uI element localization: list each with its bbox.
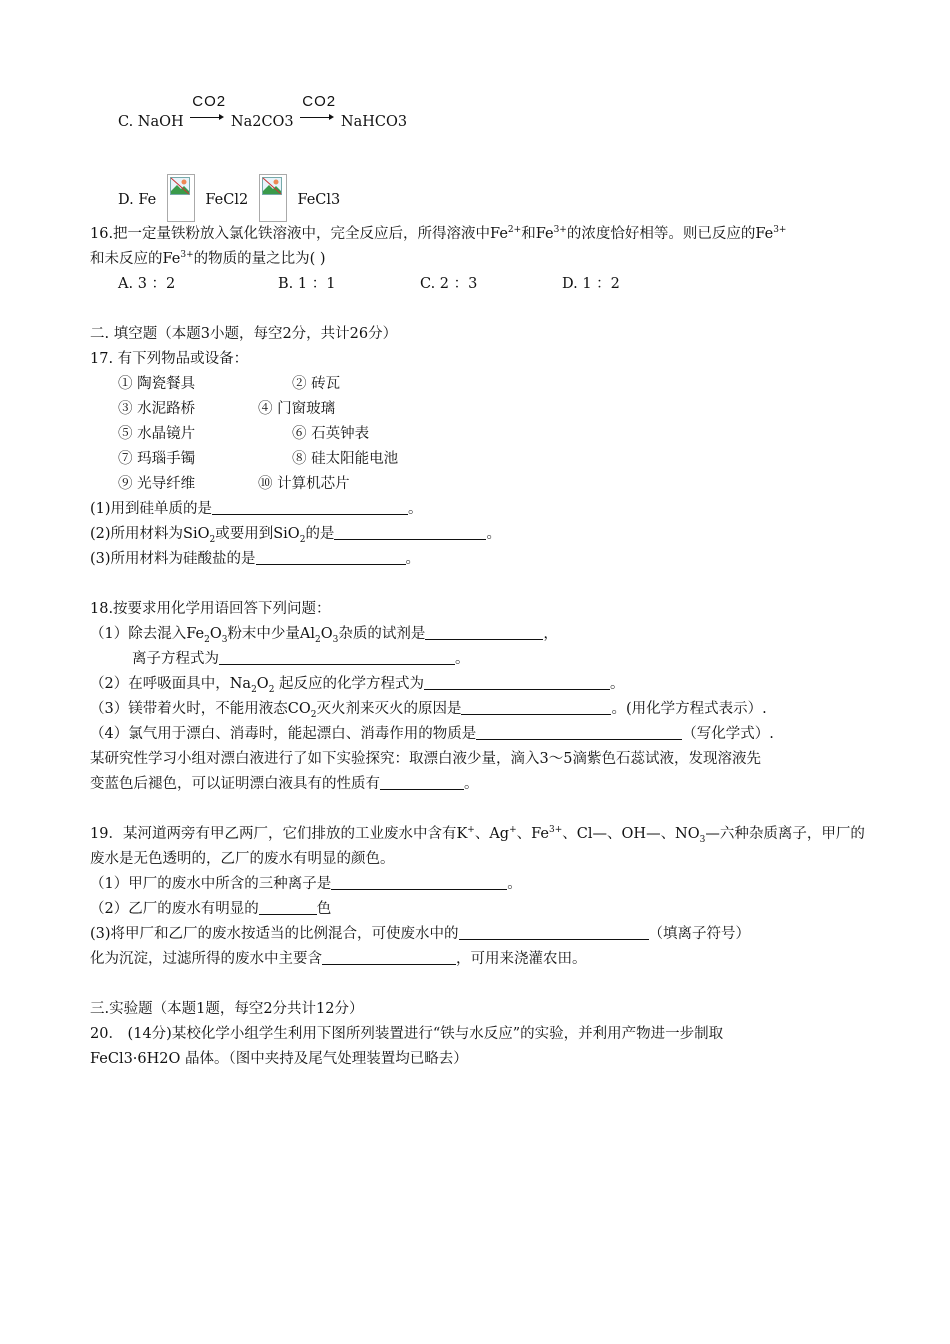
q19-p1 xyxy=(90,874,522,894)
q19-text: 色 xyxy=(316,901,332,917)
broken-image-icon xyxy=(167,174,195,222)
section-3-heading: 三.实验题（本题1题，每空2分共计12分） xyxy=(90,1001,364,1017)
q19-line2: 废水是无色透明的，乙厂的废水有明显的颜色。 xyxy=(90,851,395,867)
q19-text: 。 xyxy=(507,876,522,892)
q18-p3: （3）镁带着火时，不能用液态$CO_2$灭火剂来灭火的原因是 。(用化学方程式表示）. xyxy=(90,701,767,720)
q17-text: (1)用到硅单质的是 xyxy=(90,501,213,517)
q16-option-a: A. 3 ：2 xyxy=(118,276,176,292)
q16-text: 的浓度恰好相等。则已反应的Fe xyxy=(566,226,774,242)
arrow-label: CO2 xyxy=(192,93,227,110)
q18-text: 。(用化学方程式表示）. xyxy=(611,701,767,717)
q18-text: O xyxy=(256,676,269,692)
q19-text: 、Ag xyxy=(474,826,510,842)
q16-option-c: C. 2 ：3 xyxy=(420,276,478,292)
q17-item: ④ 门窗玻璃 xyxy=(258,401,336,417)
q18-p4 xyxy=(90,724,774,744)
q18-p1: （1）除去混入$Fe_2O_3$粉末中少量$Al_2O_3$杂质的试剂是 ， xyxy=(90,626,558,645)
q18-text: （写化学式）. xyxy=(682,726,774,742)
answer-blank[interactable] xyxy=(380,775,464,790)
q17-text: 的是 xyxy=(305,526,335,542)
q17-sub2: (2)所用材料为SiO$_2$或要用到SiO$_2$的是 。 xyxy=(90,526,501,545)
q18-text: ， xyxy=(543,626,558,642)
superscript: 2+ xyxy=(507,225,522,236)
arrow-label: CO2 xyxy=(302,93,337,110)
superscript: 3+ xyxy=(773,225,787,236)
q17-item: ⑨ 光导纤维 xyxy=(118,476,196,492)
answer-blank[interactable] xyxy=(256,550,406,565)
q17-text: 。 xyxy=(408,501,423,517)
q18-text: 起反应的化学方程式为 xyxy=(274,676,425,692)
q16-option-b: B. 1 ：1 xyxy=(278,276,336,292)
q18-text: O xyxy=(320,626,333,642)
q17-text: 。 xyxy=(486,526,501,542)
q19-p2 xyxy=(90,899,331,919)
q18-text: 。 xyxy=(610,676,625,692)
q19-line1: 19．某河道两旁有甲乙两厂，它们排放的工业废水中含有K+、Ag+、$Fe^{3+}$、Cl—、OH—、$NO_3—$六种杂质离子，甲厂的 xyxy=(90,825,865,845)
q18-text: 灭火剂来灭火的原因是 xyxy=(316,701,462,717)
q18-text: （1）除去混入Fe xyxy=(90,626,205,642)
q18-text: （2）在呼吸面具中，Na xyxy=(90,676,252,692)
option-c-prefix: C. NaOH xyxy=(118,114,184,130)
q18-text: 。 xyxy=(464,776,479,792)
q18-text: 杂质的试剂是 xyxy=(338,626,426,642)
q18-text: （3）镁带着火时，不能用液态CO xyxy=(90,701,311,717)
q19-text: 化为沉淀，过滤所得的废水中主要含 xyxy=(90,951,322,967)
answer-blank[interactable] xyxy=(476,725,682,740)
q18-p2: （2）在呼吸面具中，$Na_2O_2$ 起反应的化学方程式为 。 xyxy=(90,676,625,695)
q20-line1: 20． (14分)某校化学小组学生利用下图所列装置进行“铁与水反应”的实验，并利用产物进一步制取 xyxy=(90,1026,724,1042)
q16-line1 xyxy=(90,224,786,244)
option-c-mid: Na2CO3 xyxy=(230,114,294,130)
answer-blank[interactable] xyxy=(331,875,507,890)
q18-text: （4）氯气用于漂白、消毒时，能起漂白、消毒作用的物质是 xyxy=(90,726,477,742)
q18-p5: 某研究性学习小组对漂白液进行了如下实验探究：取漂白液少量，滴入3～5滴紫色石蕊试液，发现溶液先 xyxy=(90,751,761,767)
superscript: 3+ xyxy=(553,225,567,236)
q20-line2: FeCl3·6H2O 晶体。（图中夹持及尾气处理装置均已略去） xyxy=(90,1051,468,1067)
q18-text: 离子方程式为 xyxy=(132,651,219,667)
q17-text: (3)所用材料为硅酸盐的是 xyxy=(90,551,256,567)
q18-p1-ion xyxy=(132,649,470,669)
option-d xyxy=(118,174,340,222)
q19-text: 、Cl xyxy=(562,826,593,842)
q19-p4 xyxy=(90,949,587,969)
q17-item: ③ 水泥路桥 xyxy=(118,401,196,417)
q17-intro: 17. 有下列物品或设备： xyxy=(90,351,249,367)
q18-text: O xyxy=(209,626,222,642)
q17-text: 。 xyxy=(405,551,421,567)
answer-blank[interactable] xyxy=(461,700,611,715)
broken-image-icon xyxy=(259,174,287,222)
section-2-heading: 二. 填空题（本题3小题，每空2分，共计26分） xyxy=(90,326,398,342)
answer-blank[interactable] xyxy=(425,625,543,640)
q19-text: (3)将甲厂和乙厂的废水按适当的比例混合，可使废水中的 xyxy=(90,926,459,942)
answer-blank[interactable] xyxy=(212,500,408,515)
q19-text: （1）甲厂的废水中所含的三种离子是 xyxy=(90,876,332,892)
q17-item: ⑩ 计算机芯片 xyxy=(258,476,350,492)
q18-text: 粉末中少量Al xyxy=(227,626,316,642)
q17-item: ① 陶瓷餐具 xyxy=(118,376,196,392)
answer-blank[interactable] xyxy=(322,950,456,965)
option-d-prefix: D. Fe xyxy=(118,192,157,208)
answer-blank[interactable] xyxy=(334,525,486,540)
q19-text: （填离子符号） xyxy=(648,926,751,942)
q19-text: ，可用来浇灌农田。 xyxy=(456,951,587,967)
reaction-arrow xyxy=(190,93,227,128)
q17-item: ⑧ 硅太阳能电池 xyxy=(292,451,399,467)
q17-text: (2)所用材料为SiO xyxy=(90,526,210,542)
q17-item: ⑥ 石英钟表 xyxy=(292,426,370,442)
reaction-arrow xyxy=(300,93,337,128)
q19-p3 xyxy=(90,924,750,944)
q18-intro: 18.按要求用化学用语回答下列问题： xyxy=(90,601,331,617)
answer-blank[interactable] xyxy=(459,925,649,940)
q18-p6 xyxy=(90,774,479,794)
q16-text: 16.把一定量铁粉放入氯化铁溶液中，完全反应后，所得溶液中Fe xyxy=(90,226,508,242)
option-c xyxy=(118,93,408,132)
q16-option-d: D. 1 ：2 xyxy=(562,276,620,292)
q16-line2 xyxy=(90,249,326,269)
q17-item: ⑤ 水晶镜片 xyxy=(118,426,196,442)
option-d-end: FeCl3 xyxy=(297,192,341,208)
q17-text: 或要用到SiO xyxy=(215,526,300,542)
option-d-mid: FeCl2 xyxy=(205,192,249,208)
answer-blank[interactable] xyxy=(424,675,610,690)
q17-item: ② 砖瓦 xyxy=(292,376,341,392)
q18-text: 变蓝色后褪色，可以证明漂白液具有的性质有 xyxy=(90,776,380,792)
q19-text: 、OH xyxy=(607,826,647,842)
answer-blank[interactable] xyxy=(219,650,455,665)
answer-blank[interactable] xyxy=(259,900,317,915)
q19-text: 、NO xyxy=(660,826,700,842)
q17-sub3 xyxy=(90,549,420,569)
q17-sub1 xyxy=(90,499,423,519)
q16-text: 和未反应的Fe xyxy=(90,251,181,267)
superscript: 3+ xyxy=(180,250,194,261)
q16-text: 的物质的量之比为( ) xyxy=(193,251,326,267)
q18-text: 。 xyxy=(455,651,470,667)
q16-text: 和Fe xyxy=(521,226,554,242)
q19-text: （2）乙厂的废水有明显的 xyxy=(90,901,259,917)
q19-text: 、Fe xyxy=(516,826,549,842)
option-c-end: NaHCO3 xyxy=(340,114,408,130)
q17-item: ⑦ 玛瑙手镯 xyxy=(118,451,196,467)
q19-text: 19．某河道两旁有甲乙两厂，它们排放的工业废水中含有K xyxy=(90,826,468,842)
q19-text: 六种杂质离子，甲厂的 xyxy=(719,826,865,842)
